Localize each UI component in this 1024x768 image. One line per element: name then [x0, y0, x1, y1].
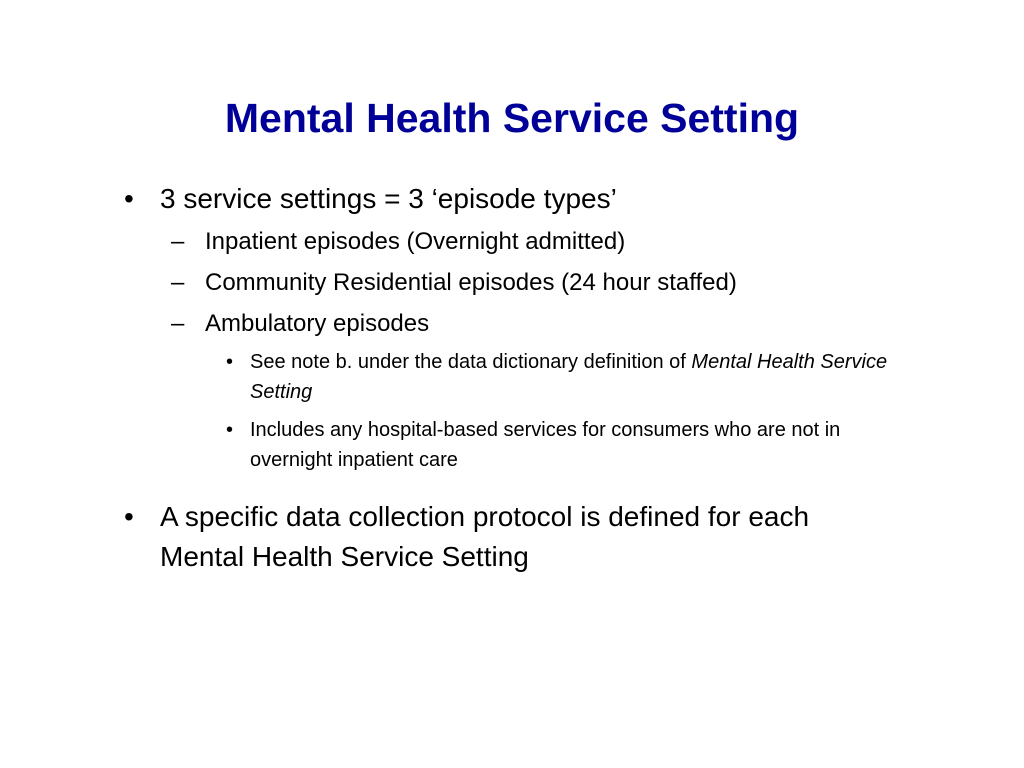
- sub-bullet-ambulatory: [171, 307, 905, 341]
- bullet-data-collection-protocol: [124, 497, 900, 577]
- bullet-marker: •: [226, 419, 234, 441]
- sub-sub-bullet-text: Includes any hospital-based services for consumers who are not in overnight inpatient care: [250, 419, 841, 471]
- bullet-text: A specific data collection protocol is defined for each Mental Health Service Setting: [160, 501, 810, 572]
- bullet-text: 3 service settings = 3 ‘episode types’: [160, 183, 617, 214]
- sub-sub-bullet-see-note: [226, 347, 910, 407]
- bullet-marker: •: [226, 351, 234, 373]
- dash-marker: –: [171, 269, 185, 296]
- slide-title: Mental Health Service Setting: [224, 95, 800, 141]
- bullet-marker: •: [124, 501, 134, 532]
- sub-bullet-text: Community Residential episodes (24 hour staffed): [205, 269, 737, 296]
- sub-bullet-inpatient: [171, 225, 905, 259]
- sub-bullet-text: Inpatient episodes (Overnight admitted): [205, 228, 626, 255]
- bullet-marker: •: [124, 183, 134, 214]
- sub-bullet-community-residential: [171, 266, 905, 300]
- dash-marker: –: [171, 310, 185, 337]
- note-italic-term: Mental Health Service Setting: [250, 351, 888, 403]
- sub-sub-bullet-hospital-based: [226, 415, 910, 475]
- dash-marker: –: [171, 228, 185, 255]
- bullet-episode-types: [124, 179, 900, 219]
- sub-bullet-text: Ambulatory episodes: [205, 310, 430, 337]
- note-lead-text: See note b. under the data dictionary definition of: [250, 351, 692, 373]
- sub-sub-bullet-text: [250, 347, 910, 407]
